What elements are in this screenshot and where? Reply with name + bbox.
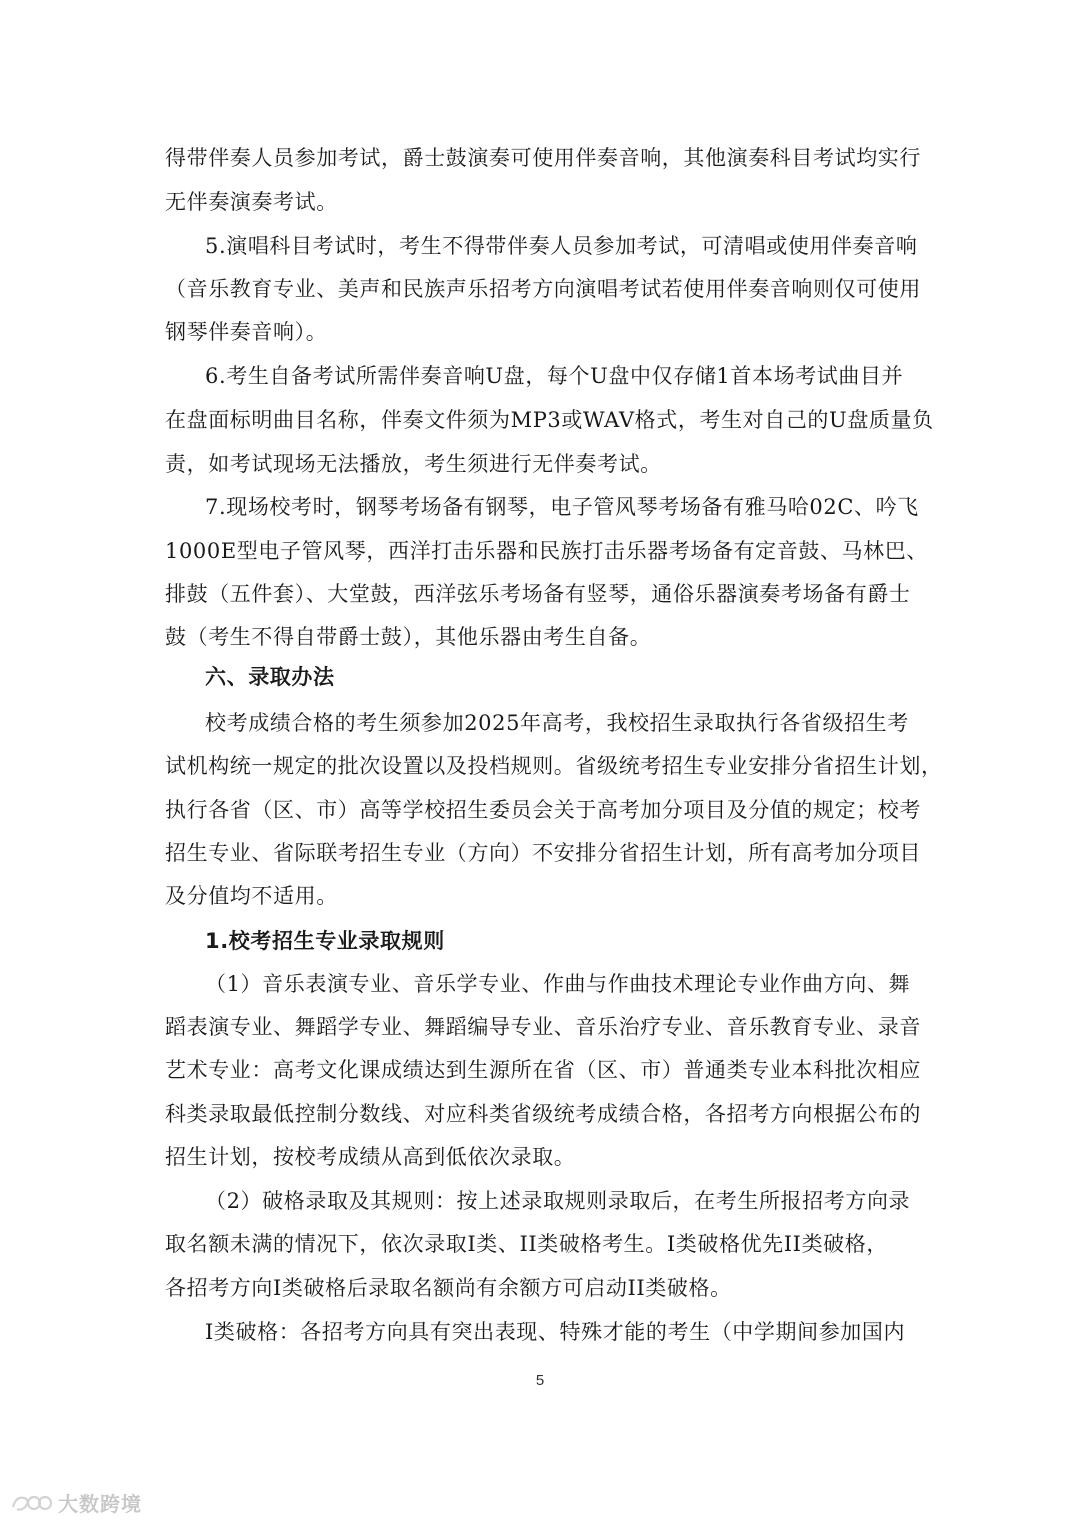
section-heading: 六、录取办法: [205, 665, 335, 689]
body-line: 6.考生自备考试所需伴奏音响U盘，每个U盘中仅存储1首本场考试曲目并: [205, 364, 904, 388]
body-line: 7.现场校考时，钢琴考场备有钢琴，电子管风琴考场备有雅马哈02C、吟飞: [205, 495, 919, 519]
body-line: 鼓（考生不得自带爵士鼓），其他乐器由考生自备。: [165, 625, 652, 649]
body-line: （1）音乐表演专业、音乐学专业、作曲与作曲技术理论专业作曲方向、舞: [205, 972, 911, 996]
body-line: 无伴奏演奏考试。: [165, 190, 338, 214]
body-line: 蹈表演专业、舞蹈学专业、舞蹈编导专业、音乐治疗专业、音乐教育专业、录音: [165, 1015, 921, 1039]
body-line: 5.演唱科目考试时，考生不得带伴奏人员参加考试，可清唱或使用伴奏音响: [205, 234, 918, 258]
body-line: 1000E型电子管风琴，西洋打击乐器和民族打击乐器考场备有定音鼓、马林巴、: [165, 539, 928, 563]
body-line: 艺术专业：高考文化课成绩达到生源所在省（区、市）普通类专业本科批次相应: [165, 1058, 921, 1082]
body-line: 招生专业、省际联考招生专业（方向）不安排分省招生计划，所有高考加分项目: [165, 841, 921, 865]
body-line: 招生计划，按校考成绩从高到低依次录取。: [165, 1145, 576, 1169]
subsection-heading: 1.校考招生专业录取规则: [205, 929, 445, 953]
watermark-logo-icon: [10, 1492, 52, 1514]
watermark: [10, 1488, 142, 1517]
body-line: 执行各省（区、市）高等学校招生委员会关于高考加分项目及分值的规定；校考: [165, 798, 921, 822]
page-number: 5: [535, 1372, 545, 1389]
body-line: 试机构统一规定的批次设置以及投档规则。省级统考招生专业安排分省招生计划，: [165, 754, 943, 778]
body-line: 排鼓（五件套）、大堂鼓，西洋弦乐考场备有竖琴，通俗乐器演奏考场备有爵士: [165, 582, 911, 606]
body-line: 钢琴伴奏音响）。: [165, 320, 328, 344]
body-line: 科类录取最低控制分数线、对应科类省级统考成绩合格，各招考方向根据公布的: [165, 1102, 921, 1126]
body-line: I类破格：各招考方向具有突出表现、特殊才能的考生（中学期间参加国内: [205, 1320, 906, 1344]
body-line: （2）破格录取及其规则：按上述录取规则录取后，在考生所报招考方向录: [205, 1189, 911, 1213]
body-line: 各招考方向I类破格后录取名额尚有余额方可启动II类破格。: [165, 1276, 732, 1300]
watermark-text: 大数跨境: [58, 1492, 142, 1516]
body-line: 责，如考试现场无法播放，考生须进行无伴奏考试。: [165, 452, 662, 476]
body-line: 及分值均不适用。: [165, 884, 338, 908]
body-line: 在盘面标明曲目名称，伴奏文件须为MP3或WAV格式，考生对自己的U盘质量负: [165, 408, 934, 432]
body-line: 取名额未满的情况下，依次录取I类、II类破格考生。I类破格优先II类破格，: [165, 1232, 888, 1256]
body-line: （音乐教育专业、美声和民族声乐招考方向演唱考试若使用伴奏音响则仅可使用: [165, 277, 921, 301]
body-line: 得带伴奏人员参加考试，爵士鼓演奏可使用伴奏音响，其他演奏科目考试均实行: [165, 146, 921, 170]
body-line: 校考成绩合格的考生须参加2025年高考，我校招生录取执行各省级招生考: [205, 711, 909, 735]
